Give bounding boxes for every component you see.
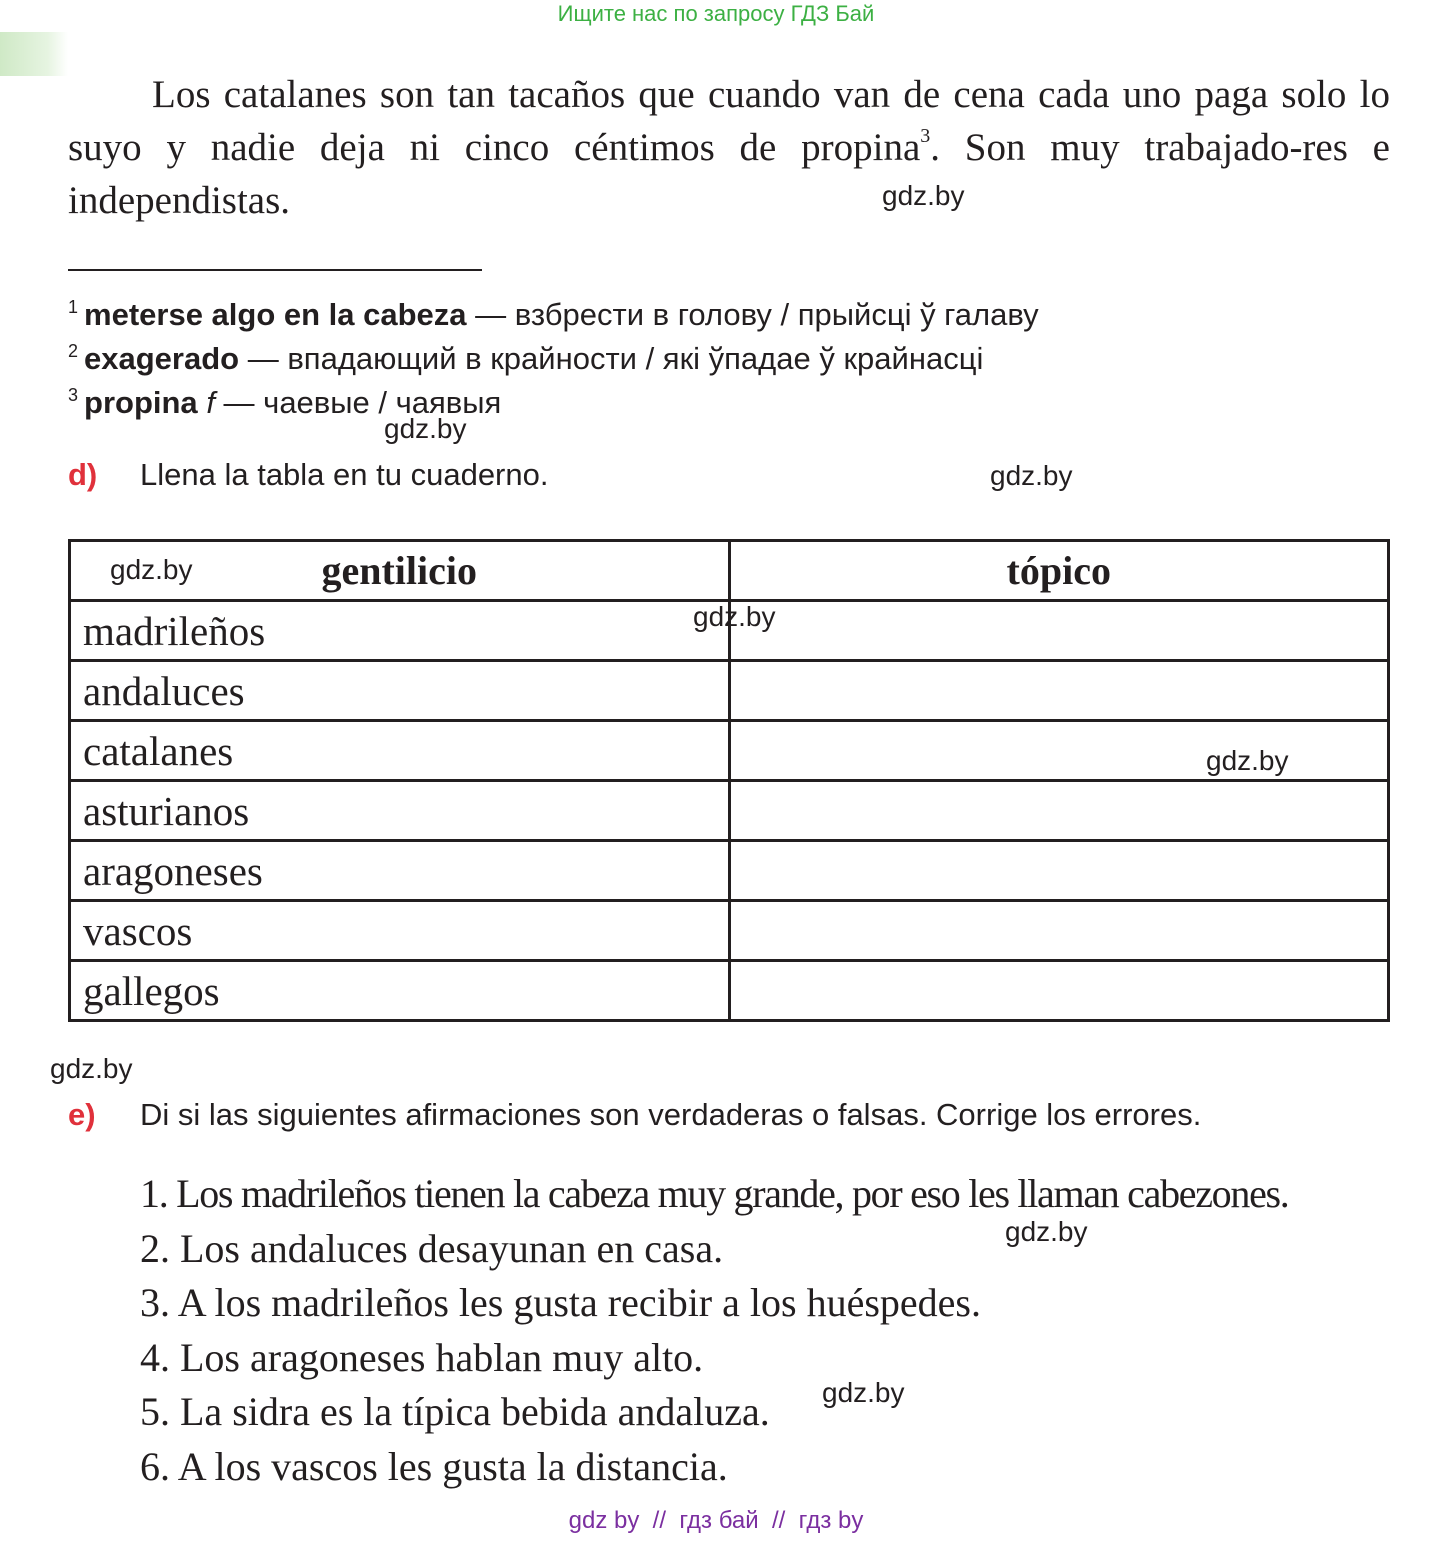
- gentilicio-cell: vascos: [70, 901, 730, 961]
- topico-cell: [729, 901, 1389, 961]
- gentilicio-cell: catalanes: [70, 721, 730, 781]
- gentilicio-cell: asturianos: [70, 781, 730, 841]
- topico-cell: [729, 601, 1389, 661]
- paragraph-text-b: . Son muy trabajado-res e independistas.: [68, 126, 1390, 222]
- table-row: [70, 721, 1389, 781]
- footnote-ref-3: 3: [920, 125, 931, 147]
- gentilicio-cell: aragoneses: [70, 841, 730, 901]
- task-e-text: Di si las siguientes afirmaciones son verdaderas o falsas. Corrige los errores.: [140, 1097, 1202, 1132]
- topico-cell: [729, 961, 1389, 1021]
- list-item: 3. A los madrileños les gusta recibir a los huéspedes.: [140, 1280, 981, 1325]
- footnote-term: exagerado: [84, 341, 240, 376]
- watermark: gdz.by: [1206, 745, 1289, 776]
- top-banner[interactable]: Ищите нас по запросу ГДЗ Бай: [557, 1, 875, 26]
- task-d-letter: d): [68, 457, 98, 492]
- topico-cell: [729, 841, 1389, 901]
- list-item: 2. Los andaluces desayunan en casa.: [140, 1225, 724, 1271]
- watermark: gdz.by: [990, 460, 1073, 491]
- list-item: 4. Los aragoneses hablan muy alto.: [140, 1334, 704, 1380]
- bottom-watermark-line[interactable]: gdz by // гдз бай // гдз by: [568, 1507, 864, 1534]
- green-page-tab: [0, 32, 68, 76]
- watermark: gdz.by: [693, 601, 776, 632]
- statements-list: [140, 1167, 1289, 1494]
- list-item: 5. La sidra es la típica bebida andaluza.: [140, 1389, 770, 1434]
- task-d-text: Llena la tabla en tu cuaderno.: [140, 457, 549, 492]
- task-e-letter: e): [68, 1097, 96, 1132]
- gentilicio-cell: andaluces: [70, 661, 730, 721]
- footnote-1: $^1$ meterse algo en la cabeza — взбрести в голову / прыйсці ў галаву: [68, 297, 1039, 332]
- watermark: gdz.by: [1005, 1216, 1088, 1247]
- gentilicio-cell: gallegos: [70, 961, 730, 1021]
- paragraph-text-a: Los catalanes son tan tacaños que cuando van de cena cada uno paga solo lo suyo y nadie deja ni cinco céntimos de propina: [68, 73, 1390, 169]
- footnote-gender: f: [206, 385, 215, 420]
- footnote-2: $^2$ exagerado — впадающий в крайности / які ўпадае ў крайнасці: [68, 341, 984, 376]
- topico-cell: [729, 781, 1389, 841]
- footnote-term: propina: [84, 385, 198, 420]
- watermark: gdz.by: [110, 554, 193, 585]
- list-item: 1. Los madrileños tienen la cabeza muy grande, por eso les llaman cabezones.: [140, 1171, 1289, 1216]
- table-row: [70, 961, 1389, 1021]
- header-gentilicio: gentilicio: [70, 541, 730, 601]
- watermark: gdz.by: [822, 1377, 905, 1408]
- watermark: gdz.by: [384, 413, 467, 444]
- table-row: [70, 781, 1389, 841]
- table-row: [70, 661, 1389, 721]
- footnote-divider: [68, 269, 482, 271]
- table-row: [70, 841, 1389, 901]
- list-item: 6. A los vascos les gusta la distancia.: [140, 1443, 728, 1489]
- header-topico: tópico: [729, 541, 1389, 601]
- table-header-row: [70, 541, 1389, 601]
- watermark: gdz.by: [50, 1053, 133, 1084]
- topico-cell: [729, 661, 1389, 721]
- table-row: [70, 901, 1389, 961]
- footnote-term: meterse algo en la cabeza: [84, 297, 467, 332]
- watermark: gdz.by: [882, 180, 965, 211]
- reading-paragraph: [68, 68, 1390, 227]
- footnote-3: $^3$ propina f — чаевые / чаявыя: [68, 385, 502, 420]
- gentilicio-cell: madrileños: [70, 601, 730, 661]
- topico-cell: [729, 721, 1389, 781]
